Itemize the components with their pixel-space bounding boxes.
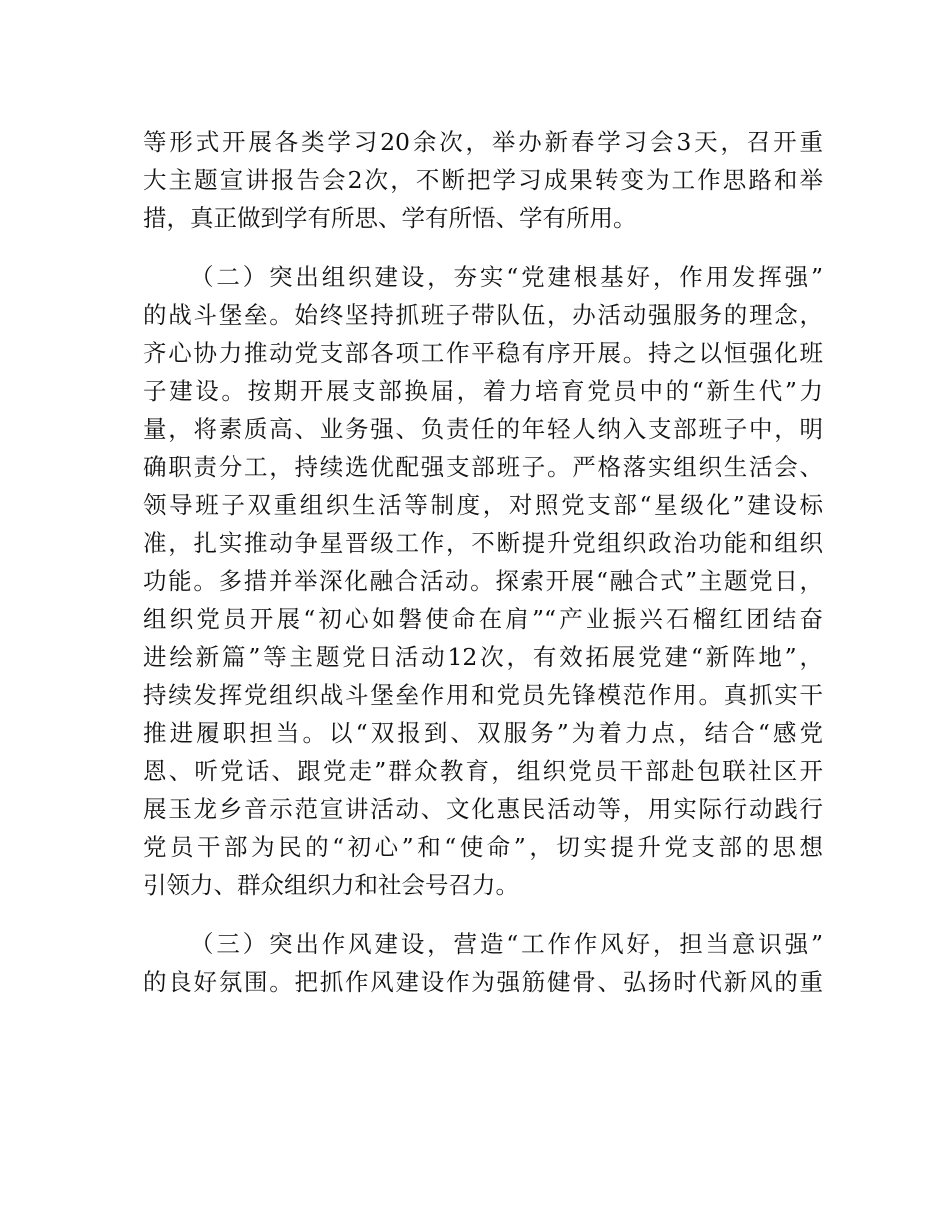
paragraph-heading-line: （三）突出作风建设，营造“工作作风好，担当意识强”	[190, 930, 823, 958]
text-line: 的战斗堡垒。始终坚持抓班子带队伍，办活动强服务的理念，	[143, 301, 823, 329]
text-line: 等形式开展各类学习20余次，举办新春学习会3天，召开重	[143, 128, 823, 156]
text-line: 功能。多措并举深化融合活动。探索开展“融合式”主题党日，	[143, 567, 823, 595]
text-line: 恩、听党话、跟党走”群众教育，组织党员干部赴包联社区开	[143, 757, 823, 785]
text-line: 组织党员开展“初心如磐使命在肩”“产业振兴石榴红团结奋	[143, 605, 823, 633]
text-line: 进绘新篇”等主题党日活动12次，有效拓展党建“新阵地”，	[143, 643, 823, 671]
paragraph-heading-line: （二）突出组织建设，夯实“党建根基好，作用发挥强”	[190, 263, 823, 291]
text-line: 持续发挥党组织战斗堡垒作用和党员先锋模范作用。真抓实干	[143, 681, 823, 709]
text-line: 的良好氛围。把抓作风建设作为强筋健骨、弘扬时代新风的重	[143, 968, 823, 996]
text-line: 齐心协力推动党支部各项工作平稳有序开展。持之以恒强化班	[143, 339, 823, 367]
text-line: 大主题宣讲报告会2次，不断把学习成果转变为工作思路和举	[143, 166, 823, 194]
text-line: 推进履职担当。以“双报到、双服务”为着力点，结合“感党	[143, 719, 823, 747]
text-line: 子建设。按期开展支部换届，着力培育党员中的“新生代”力	[143, 377, 823, 405]
text-line: 党员干部为民的“初心”和“使命”，切实提升党支部的思想	[143, 833, 823, 861]
text-line: 引领力、群众组织力和社会号召力。	[143, 871, 519, 899]
text-line: 领导班子双重组织生活等制度，对照党支部“星级化”建设标	[143, 491, 823, 519]
text-line: 准，扎实推动争星晋级工作，不断提升党组织政治功能和组织	[143, 529, 823, 557]
text-line: 展玉龙乡音示范宣讲活动、文化惠民活动等，用实际行动践行	[143, 795, 823, 823]
text-line: 措，真正做到学有所思、学有所悟、学有所用。	[143, 204, 637, 232]
text-line: 量，将素质高、业务强、负责任的年轻人纳入支部班子中，明	[143, 415, 823, 443]
text-line: 确职责分工，持续选优配强支部班子。严格落实组织生活会、	[143, 453, 823, 481]
